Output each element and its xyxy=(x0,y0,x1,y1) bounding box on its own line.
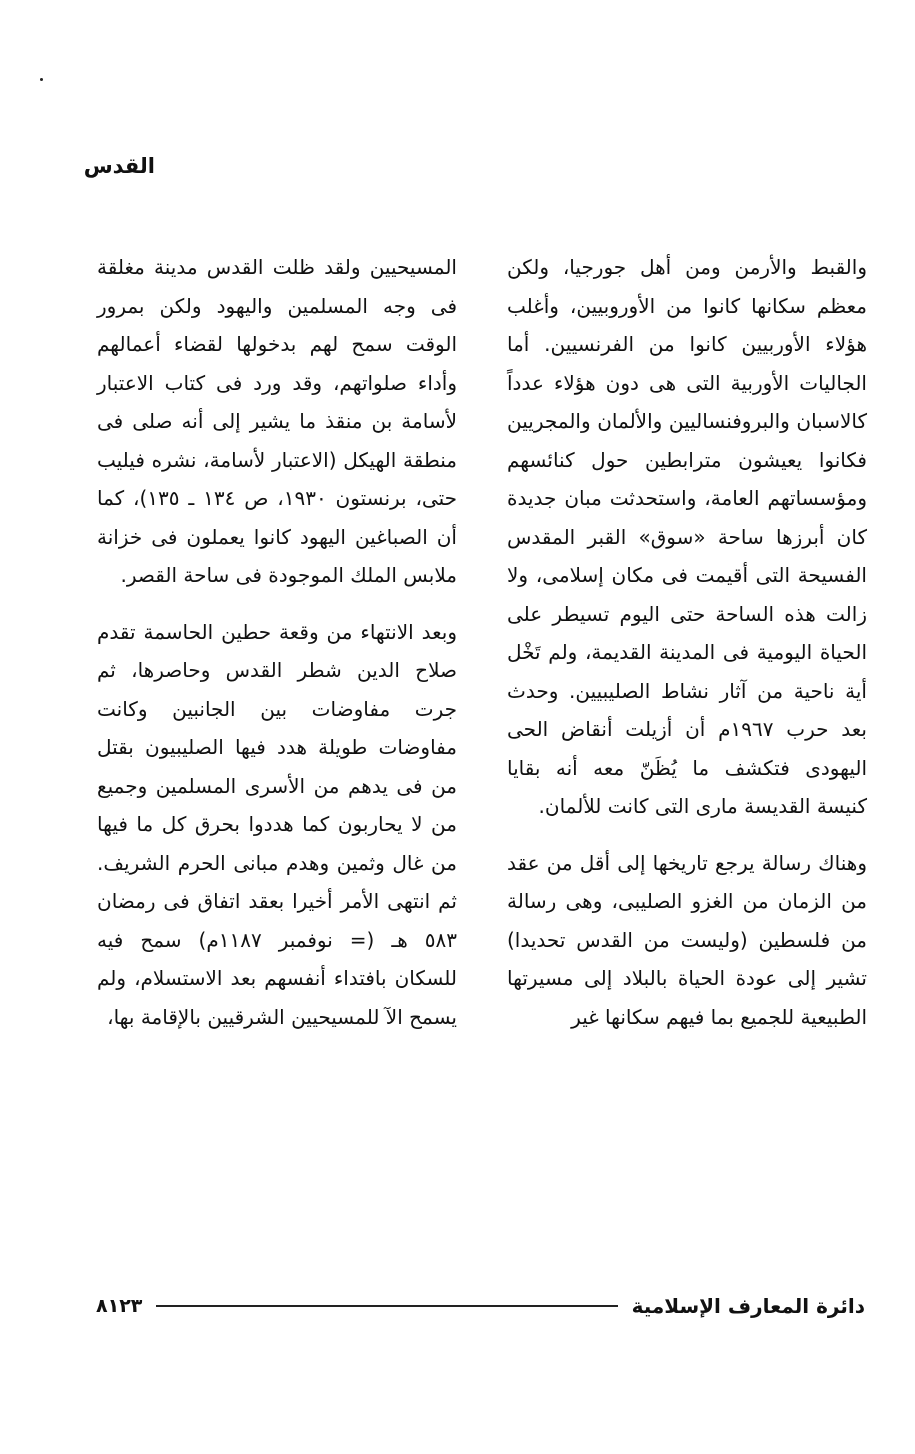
running-head: القدس xyxy=(83,154,155,178)
paragraph: المسيحيين ولقد ظلت القدس مدينة مغلقة فى وجه المسلمين واليهود ولكن بمرور الوقت سمح لهم بدخولها لقضاء أعمالهم وأداء صلواتهم، وقد ورد فى كتاب الاعتبار لأسامة بن منقذ ما يشير إلى أنه صلى فى منطقة الهيكل (الاعتبار لأسامة، نشره فيليب حتى، برنستون ١٩٣٠، ص ١٣٤ ـ ١٣٥)، كما أن الصباغين اليهود كانوا يعملون فى خزانة ملابس الملك الموجودة فى ساحة القصر. xyxy=(97,255,457,587)
footer-rule xyxy=(156,1305,617,1307)
text-column-right xyxy=(507,248,867,1036)
paragraph: وهناك رسالة يرجع تاريخها إلى أقل من عقد من الزمان من الغزو الصليبى، وهى رسالة من فلسطين (وليست من القدس تحديدا) تشير إلى عودة الحياة بالبلاد إلى مسيرتها الطبيعية للجميع بما فيهم سكانها غير xyxy=(507,850,867,1029)
text-column-left xyxy=(97,248,457,1036)
page-footer xyxy=(96,1292,865,1320)
paragraph: والقبط والأرمن ومن أهل جورجيا، ولكن معظم سكانها كانوا من الأوروبيين، وأغلب هؤلاء الأوربيين كانوا من الفرنسيين. أما الجاليات الأوربية التى هى دون هؤلاء عدداً كالاسبان والبروفنساليين والألمان والمجريين فكانوا يعيشون مترابطين حول كنائسهم ومؤسساتهم العامة، واستحدثت مبان جديدة كان أبرزها ساحة «سوق» القبر المقدس الفسيحة التى أقيمت فى مكان إسلامى، ولا زالت هذه الساحة حتى اليوم تسيطر على الحياة اليومية فى المدينة القديمة، ولم تَخْل أية ناحية من آثار نشاط الصليبيين. وحدث بعد حرب ١٩٦٧م أن أزيلت أنقاض الحى اليهودى فتكشف ما يُظَنّ معه أنه بقايا كنيسة القديسة مارى التى كانت للألمان. xyxy=(507,255,867,818)
page-number: ٨١٢٣ xyxy=(96,1295,143,1317)
scan-speck xyxy=(40,78,43,81)
paragraph: وبعد الانتهاء من وقعة حطين الحاسمة تقدم صلاح الدين شطر القدس وحاصرها، ثم جرت مفاوضات بين الجانبين وكانت مفاوضات طويلة هدد فيها الصليبيون بقتل من فى يدهم من الأسرى المسلمين وجميع من لا يحاربون كما هددوا بحرق كل ما فيها من غال وثمين وهدم مبانى الحرم الشريف. ثم انتهى الأمر أخيرا بعقد اتفاق فى رمضان ٥٨٣ هـ (= نوفمبر ١١٨٧م) سمح فيه للسكان بافتداء أنفسهم بعد الاستسلام، ولم يسمح الآ للمسيحيين الشرقيين بالإقامة بها، xyxy=(97,619,457,1029)
footer-title: دائرة المعارف الإسلامية xyxy=(631,1294,865,1318)
